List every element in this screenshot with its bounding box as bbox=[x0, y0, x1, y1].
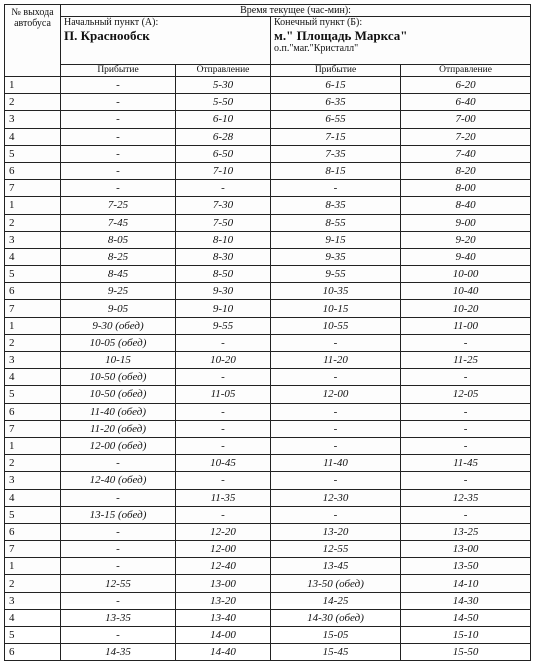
b-arrival-cell: 7-35 bbox=[271, 145, 401, 162]
table-row bbox=[5, 403, 531, 420]
b-departure-cell: 14-50 bbox=[401, 609, 531, 626]
end-point-header bbox=[271, 17, 531, 65]
b-arrival-cell: 14-30 (обед) bbox=[271, 609, 401, 626]
b-arrival-cell: 7-15 bbox=[271, 128, 401, 145]
a-arrival-cell: - bbox=[61, 145, 176, 162]
table-row bbox=[5, 455, 531, 472]
bus-number-cell: 2 bbox=[5, 214, 61, 231]
a-departure-cell: 12-40 bbox=[176, 558, 271, 575]
b-arrival-cell: - bbox=[271, 506, 401, 523]
b-departure-cell: 8-40 bbox=[401, 197, 531, 214]
a-arrival-cell: 9-25 bbox=[61, 283, 176, 300]
b-departure-cell: 6-40 bbox=[401, 94, 531, 111]
table-row bbox=[5, 369, 531, 386]
table-row bbox=[5, 300, 531, 317]
b-arrival-cell: 6-55 bbox=[271, 111, 401, 128]
table-row bbox=[5, 523, 531, 540]
table-row bbox=[5, 575, 531, 592]
a-departure-cell: 9-30 bbox=[176, 283, 271, 300]
table-row bbox=[5, 162, 531, 179]
bus-number-cell: 3 bbox=[5, 231, 61, 248]
bus-number-cell: 4 bbox=[5, 489, 61, 506]
b-arrival-cell: 13-20 bbox=[271, 523, 401, 540]
b-departure-header: Отправление bbox=[401, 65, 531, 77]
a-departure-cell: 13-20 bbox=[176, 592, 271, 609]
b-departure-cell: 7-00 bbox=[401, 111, 531, 128]
a-arrival-cell: 8-05 bbox=[61, 231, 176, 248]
bus-number-cell: 3 bbox=[5, 111, 61, 128]
b-departure-cell: 13-25 bbox=[401, 523, 531, 540]
b-arrival-cell: 8-55 bbox=[271, 214, 401, 231]
b-departure-cell: - bbox=[401, 403, 531, 420]
a-arrival-cell: 12-40 (обед) bbox=[61, 472, 176, 489]
a-arrival-cell: - bbox=[61, 627, 176, 644]
bus-number-header: № выхода автобуса bbox=[5, 5, 61, 77]
bus-number-cell: 1 bbox=[5, 197, 61, 214]
b-departure-cell: 12-05 bbox=[401, 386, 531, 403]
schedule-sheet bbox=[4, 4, 530, 659]
table-row bbox=[5, 386, 531, 403]
bus-number-cell: 3 bbox=[5, 592, 61, 609]
end-point-stop: о.п."маг."Кристалл" bbox=[274, 43, 359, 54]
bus-number-cell: 4 bbox=[5, 128, 61, 145]
a-arrival-cell: 10-15 bbox=[61, 352, 176, 369]
bus-number-cell: 3 bbox=[5, 352, 61, 369]
table-row bbox=[5, 231, 531, 248]
a-arrival-cell: 13-35 bbox=[61, 609, 176, 626]
b-departure-cell: 11-45 bbox=[401, 455, 531, 472]
a-arrival-cell: 12-55 bbox=[61, 575, 176, 592]
table-row bbox=[5, 94, 531, 111]
end-point-name: м." Площадь Маркса" bbox=[274, 28, 408, 43]
bus-number-cell: 5 bbox=[5, 386, 61, 403]
table-row bbox=[5, 214, 531, 231]
table-row bbox=[5, 506, 531, 523]
a-departure-cell: - bbox=[176, 403, 271, 420]
a-departure-cell: 6-50 bbox=[176, 145, 271, 162]
a-departure-cell: 11-05 bbox=[176, 386, 271, 403]
b-departure-cell: 11-00 bbox=[401, 317, 531, 334]
b-departure-cell: - bbox=[401, 472, 531, 489]
bus-number-cell: 1 bbox=[5, 558, 61, 575]
a-arrival-cell: - bbox=[61, 128, 176, 145]
bus-number-cell: 3 bbox=[5, 472, 61, 489]
b-departure-cell: 12-35 bbox=[401, 489, 531, 506]
a-departure-cell: - bbox=[176, 334, 271, 351]
b-arrival-cell: 10-35 bbox=[271, 283, 401, 300]
table-row bbox=[5, 558, 531, 575]
bus-number-cell: 2 bbox=[5, 575, 61, 592]
a-arrival-cell: - bbox=[61, 541, 176, 558]
a-arrival-cell: 10-50 (обед) bbox=[61, 386, 176, 403]
a-departure-cell: - bbox=[176, 369, 271, 386]
schedule-rows bbox=[5, 77, 531, 661]
bus-number-cell: 6 bbox=[5, 403, 61, 420]
a-departure-cell: - bbox=[176, 437, 271, 454]
b-departure-cell: 13-50 bbox=[401, 558, 531, 575]
a-departure-cell: 12-20 bbox=[176, 523, 271, 540]
table-row bbox=[5, 472, 531, 489]
a-departure-cell: 10-45 bbox=[176, 455, 271, 472]
a-arrival-cell: 8-25 bbox=[61, 248, 176, 265]
a-departure-cell: 7-30 bbox=[176, 197, 271, 214]
table-row bbox=[5, 283, 531, 300]
bus-number-cell: 1 bbox=[5, 77, 61, 94]
b-departure-cell: - bbox=[401, 420, 531, 437]
b-arrival-cell: 10-15 bbox=[271, 300, 401, 317]
b-arrival-cell: 12-30 bbox=[271, 489, 401, 506]
a-arrival-cell: 11-20 (обед) bbox=[61, 420, 176, 437]
a-arrival-cell: - bbox=[61, 162, 176, 179]
b-arrival-cell: 6-35 bbox=[271, 94, 401, 111]
a-arrival-cell: 10-50 (обед) bbox=[61, 369, 176, 386]
a-departure-cell: 8-50 bbox=[176, 266, 271, 283]
a-departure-cell: 5-50 bbox=[176, 94, 271, 111]
a-departure-cell: - bbox=[176, 180, 271, 197]
a-departure-cell: 5-30 bbox=[176, 77, 271, 94]
b-arrival-cell: - bbox=[271, 437, 401, 454]
table-row bbox=[5, 334, 531, 351]
a-arrival-cell: 13-15 (обед) bbox=[61, 506, 176, 523]
b-departure-cell: 10-00 bbox=[401, 266, 531, 283]
table-row bbox=[5, 644, 531, 661]
bus-number-cell: 4 bbox=[5, 609, 61, 626]
b-arrival-cell: 11-40 bbox=[271, 455, 401, 472]
b-departure-cell: 9-00 bbox=[401, 214, 531, 231]
bus-number-cell: 2 bbox=[5, 455, 61, 472]
bus-number-cell: 7 bbox=[5, 180, 61, 197]
end-point-label: Конечный пункт (Б): bbox=[274, 17, 363, 28]
table-row bbox=[5, 197, 531, 214]
bus-number-cell: 7 bbox=[5, 541, 61, 558]
a-arrival-cell: 9-05 bbox=[61, 300, 176, 317]
b-arrival-cell: - bbox=[271, 369, 401, 386]
b-arrival-cell: 9-35 bbox=[271, 248, 401, 265]
b-arrival-cell: 8-15 bbox=[271, 162, 401, 179]
table-row bbox=[5, 180, 531, 197]
a-arrival-cell: 9-30 (обед) bbox=[61, 317, 176, 334]
a-arrival-cell: - bbox=[61, 523, 176, 540]
a-arrival-cell: 14-35 bbox=[61, 644, 176, 661]
a-arrival-cell: - bbox=[61, 558, 176, 575]
table-row bbox=[5, 609, 531, 626]
a-arrival-cell: 7-45 bbox=[61, 214, 176, 231]
bus-number-cell: 7 bbox=[5, 300, 61, 317]
b-arrival-cell: 10-55 bbox=[271, 317, 401, 334]
a-departure-cell: 13-40 bbox=[176, 609, 271, 626]
b-arrival-cell: 9-55 bbox=[271, 266, 401, 283]
bus-number-cell: 5 bbox=[5, 627, 61, 644]
table-row bbox=[5, 541, 531, 558]
a-departure-cell: 12-00 bbox=[176, 541, 271, 558]
table-row bbox=[5, 128, 531, 145]
b-arrival-cell: 13-45 bbox=[271, 558, 401, 575]
a-arrival-cell: - bbox=[61, 592, 176, 609]
bus-number-cell: 6 bbox=[5, 162, 61, 179]
a-arrival-cell: - bbox=[61, 489, 176, 506]
b-departure-cell: 14-10 bbox=[401, 575, 531, 592]
b-departure-cell: 6-20 bbox=[401, 77, 531, 94]
a-departure-cell: 11-35 bbox=[176, 489, 271, 506]
a-departure-cell: 8-30 bbox=[176, 248, 271, 265]
bus-number-cell: 2 bbox=[5, 94, 61, 111]
table-row bbox=[5, 437, 531, 454]
b-departure-cell: - bbox=[401, 334, 531, 351]
b-departure-cell: - bbox=[401, 369, 531, 386]
b-departure-cell: 10-20 bbox=[401, 300, 531, 317]
table-row bbox=[5, 627, 531, 644]
bus-number-cell: 5 bbox=[5, 266, 61, 283]
a-departure-cell: 10-20 bbox=[176, 352, 271, 369]
a-arrival-cell: 8-45 bbox=[61, 266, 176, 283]
bus-number-cell: 7 bbox=[5, 420, 61, 437]
a-arrival-cell: - bbox=[61, 455, 176, 472]
a-departure-cell: 7-50 bbox=[176, 214, 271, 231]
a-departure-cell: 8-10 bbox=[176, 231, 271, 248]
start-point-header bbox=[61, 17, 271, 65]
b-departure-cell: 8-20 bbox=[401, 162, 531, 179]
a-arrival-cell: - bbox=[61, 111, 176, 128]
current-time-header: Время текущее (час-мин): bbox=[61, 5, 531, 17]
b-arrival-cell: 12-55 bbox=[271, 541, 401, 558]
b-departure-cell: 9-20 bbox=[401, 231, 531, 248]
a-arrival-cell: 10-05 (обед) bbox=[61, 334, 176, 351]
b-departure-cell: 10-40 bbox=[401, 283, 531, 300]
bus-number-cell: 4 bbox=[5, 248, 61, 265]
b-arrival-cell: - bbox=[271, 180, 401, 197]
a-arrival-header: Прибытие bbox=[61, 65, 176, 77]
a-departure-cell: - bbox=[176, 506, 271, 523]
a-departure-cell: 6-10 bbox=[176, 111, 271, 128]
b-departure-cell: 8-00 bbox=[401, 180, 531, 197]
b-departure-cell: 15-10 bbox=[401, 627, 531, 644]
bus-number-cell: 6 bbox=[5, 283, 61, 300]
bus-number-cell: 1 bbox=[5, 317, 61, 334]
a-arrival-cell: 11-40 (обед) bbox=[61, 403, 176, 420]
a-arrival-cell: - bbox=[61, 180, 176, 197]
b-arrival-cell: 12-00 bbox=[271, 386, 401, 403]
b-arrival-cell: - bbox=[271, 472, 401, 489]
a-arrival-cell: - bbox=[61, 77, 176, 94]
bus-number-cell: 4 bbox=[5, 369, 61, 386]
table-row bbox=[5, 248, 531, 265]
start-point-name: П. Краснообск bbox=[64, 28, 150, 43]
b-arrival-cell: 6-15 bbox=[271, 77, 401, 94]
table-row bbox=[5, 111, 531, 128]
a-departure-cell: 6-28 bbox=[176, 128, 271, 145]
bus-number-cell: 1 bbox=[5, 437, 61, 454]
b-departure-cell: - bbox=[401, 437, 531, 454]
b-departure-cell: - bbox=[401, 506, 531, 523]
b-departure-cell: 15-50 bbox=[401, 644, 531, 661]
b-departure-cell: 9-40 bbox=[401, 248, 531, 265]
bus-number-cell: 6 bbox=[5, 644, 61, 661]
bus-number-cell: 5 bbox=[5, 145, 61, 162]
b-departure-cell: 13-00 bbox=[401, 541, 531, 558]
start-point-label: Начальный пункт (А): bbox=[64, 17, 159, 28]
b-arrival-cell: - bbox=[271, 334, 401, 351]
a-departure-cell: 14-00 bbox=[176, 627, 271, 644]
a-departure-header: Отправление bbox=[176, 65, 271, 77]
b-arrival-cell: 8-35 bbox=[271, 197, 401, 214]
b-arrival-header: Прибытие bbox=[271, 65, 401, 77]
b-arrival-cell: 11-20 bbox=[271, 352, 401, 369]
b-departure-cell: 7-40 bbox=[401, 145, 531, 162]
b-arrival-cell: 9-15 bbox=[271, 231, 401, 248]
table-row bbox=[5, 266, 531, 283]
bus-number-cell: 5 bbox=[5, 506, 61, 523]
a-departure-cell: 7-10 bbox=[176, 162, 271, 179]
table-row bbox=[5, 145, 531, 162]
a-departure-cell: 9-55 bbox=[176, 317, 271, 334]
b-arrival-cell: 15-45 bbox=[271, 644, 401, 661]
a-arrival-cell: - bbox=[61, 94, 176, 111]
a-departure-cell: 13-00 bbox=[176, 575, 271, 592]
b-arrival-cell: - bbox=[271, 420, 401, 437]
table-row bbox=[5, 352, 531, 369]
table-row bbox=[5, 77, 531, 94]
b-arrival-cell: 14-25 bbox=[271, 592, 401, 609]
a-arrival-cell: 7-25 bbox=[61, 197, 176, 214]
b-arrival-cell: 13-50 (обед) bbox=[271, 575, 401, 592]
a-departure-cell: - bbox=[176, 472, 271, 489]
b-departure-cell: 14-30 bbox=[401, 592, 531, 609]
a-departure-cell: - bbox=[176, 420, 271, 437]
bus-number-cell: 6 bbox=[5, 523, 61, 540]
b-departure-cell: 11-25 bbox=[401, 352, 531, 369]
a-departure-cell: 14-40 bbox=[176, 644, 271, 661]
a-departure-cell: 9-10 bbox=[176, 300, 271, 317]
b-arrival-cell: 15-05 bbox=[271, 627, 401, 644]
b-departure-cell: 7-20 bbox=[401, 128, 531, 145]
table-row bbox=[5, 420, 531, 437]
table-row bbox=[5, 489, 531, 506]
a-arrival-cell: 12-00 (обед) bbox=[61, 437, 176, 454]
b-arrival-cell: - bbox=[271, 403, 401, 420]
table-row bbox=[5, 317, 531, 334]
bus-schedule-table bbox=[4, 4, 531, 661]
bus-number-cell: 2 bbox=[5, 334, 61, 351]
